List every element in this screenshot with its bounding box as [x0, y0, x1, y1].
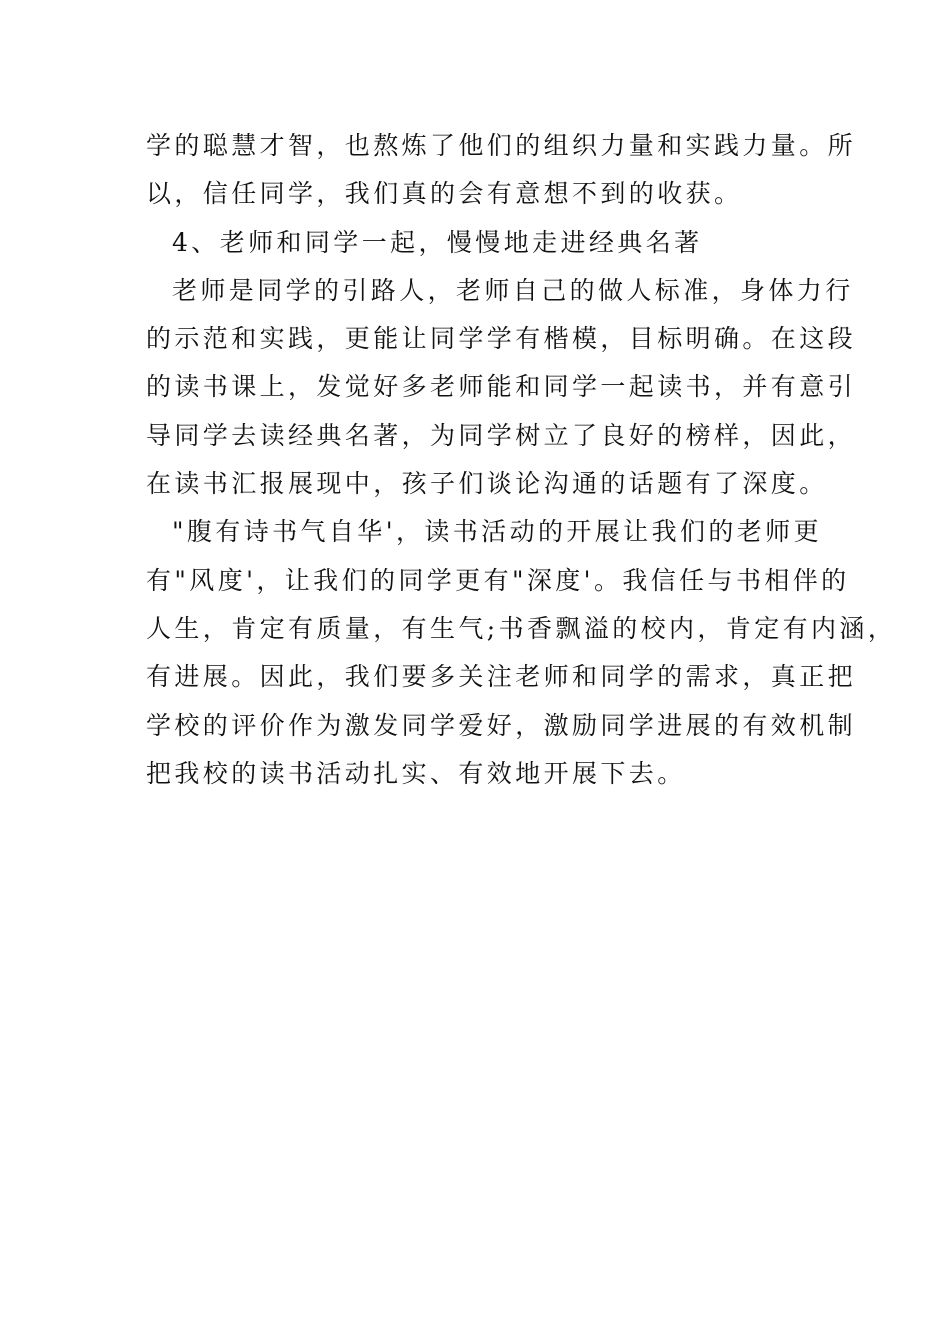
- section-heading: 4、老师和同学一起，慢慢地走进经典名著: [172, 227, 703, 257]
- text-line-7: 导同学去读经典名著，为同学树立了良好的榜样，因此，: [146, 420, 857, 450]
- text-line-8: 在读书汇报展现中，孩子们谈论沟通的话题有了深度。: [146, 469, 828, 499]
- text-line-13: 学校的评价作为激发同学爱好，激励同学进展的有效机制: [146, 710, 857, 740]
- text-line-10: 有"风度'，让我们的同学更有"深度'。我信任与书相伴的: [146, 565, 850, 595]
- text-line-5: 的示范和实践，更能让同学学有楷模，目标明确。在这段: [146, 324, 857, 354]
- text-line-14: 把我校的读书活动扎实、有效地开展下去。: [146, 758, 686, 788]
- text-line-12: 有进展。因此，我们要多关注老师和同学的需求，真正把: [146, 662, 857, 692]
- text-line-4: 老师是同学的引路人，老师自己的做人标准，身体力行: [172, 275, 854, 305]
- document-body: [146, 122, 897, 798]
- text-line-9: "腹有诗书气自华'，读书活动的开展让我们的老师更: [172, 517, 822, 547]
- text-line-2: 以，信任同学，我们真的会有意想不到的收获。: [146, 179, 743, 209]
- text-line-1: 学的聪慧才智，也熬炼了他们的组织力量和实践力量。所: [146, 131, 857, 160]
- text-line-6: 的读书课上，发觉好多老师能和同学一起读书，并有意引: [146, 372, 857, 402]
- text-line-11: 人生，肯定有质量，有生气;书香飘溢的校内，肯定有内涵，: [146, 613, 897, 643]
